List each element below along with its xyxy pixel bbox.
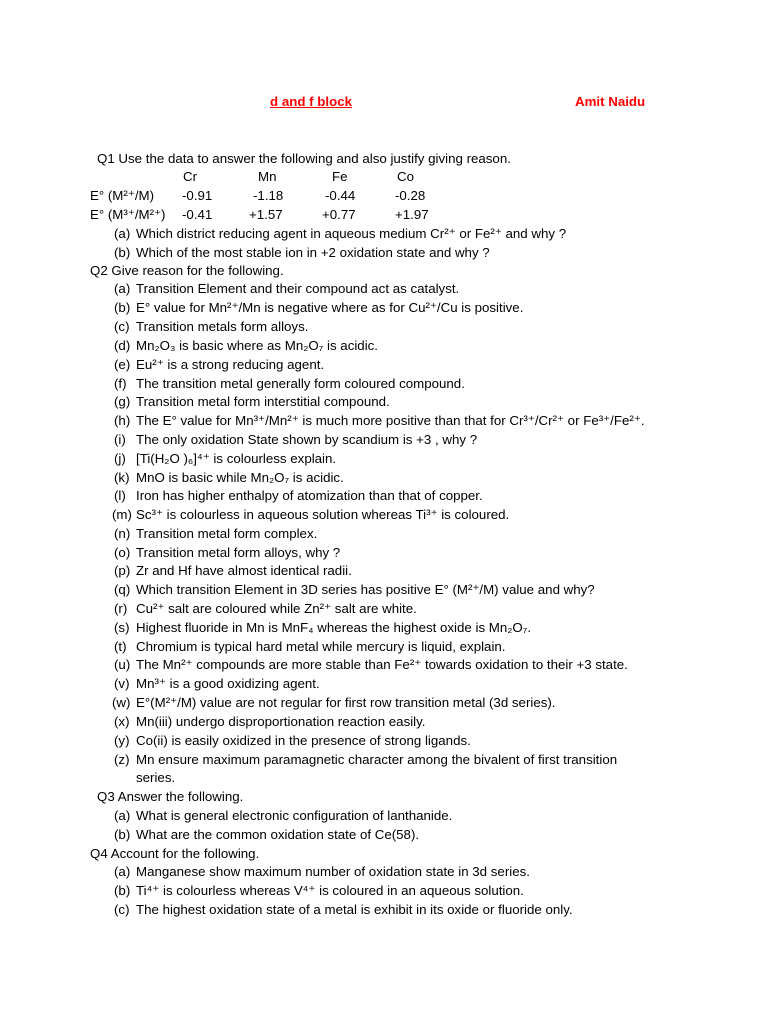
author-name: Amit Naidu <box>575 94 646 109</box>
q1-item-b-marker: (b) <box>114 245 131 260</box>
table-col-mn: Mn <box>258 169 277 184</box>
table-row1-co: -0.28 <box>395 188 426 203</box>
q2-item-x-text: Mn(iii) undergo disproportionation reaction easily. <box>136 714 426 729</box>
q4-item-a-text: Manganese show maximum number of oxidation state in 3d series. <box>136 864 530 879</box>
q2-item-t-marker: (t) <box>114 639 127 654</box>
table-row2-cr: -0.41 <box>182 207 213 222</box>
table-row1-label: E° (M²⁺/M) <box>90 188 155 203</box>
table-row2-mn: +1.57 <box>249 207 283 222</box>
q2-item-o-marker: (o) <box>114 545 131 560</box>
q2-item-z-text: Mn ensure maximum paramagnetic character among the bivalent of first transition <box>136 752 618 767</box>
q2-heading: Q2 Give reason for the following. <box>90 263 284 278</box>
q4-item-b-marker: (b) <box>114 883 131 898</box>
table-row2-co: +1.97 <box>395 207 429 222</box>
q4-item-c-marker: (c) <box>114 902 130 917</box>
q2-item-d-marker: (d) <box>114 338 131 353</box>
q2-item-t-text: Chromium is typical hard metal while mercury is liquid, explain. <box>136 639 506 654</box>
q4-item-a-marker: (a) <box>114 864 131 879</box>
q2-item-u-text: The Mn²⁺ compounds are more stable than Fe²⁺ towards oxidation to their +3 state. <box>136 657 628 672</box>
table-row1-fe: -0.44 <box>325 188 356 203</box>
q2-item-d-text: Mn₂O₃ is basic where as Mn₂O₇ is acidic. <box>136 338 378 353</box>
q1-item-b-text: Which of the most stable ion in +2 oxidation state and why ? <box>136 245 490 260</box>
document-title: d and f block <box>270 94 353 109</box>
table-row1-mn: -1.18 <box>253 188 284 203</box>
q2-item-o-text: Transition metal form alloys, why ? <box>136 545 341 560</box>
q2-item-l-text: Iron has higher enthalpy of atomization than that of copper. <box>136 488 483 503</box>
q2-item-m-text: Sc³⁺ is colourless in aqueous solution whereas Ti³⁺ is coloured. <box>136 507 510 522</box>
q2-item-v-text: Mn³⁺ is a good oxidizing agent. <box>136 676 320 691</box>
q1-item-a-marker: (a) <box>114 226 131 241</box>
q2-item-h-marker: (h) <box>114 413 131 428</box>
table-col-fe: Fe <box>332 169 348 184</box>
table-row1-cr: -0.91 <box>182 188 213 203</box>
q2-item-v-marker: (v) <box>114 676 130 691</box>
q2-item-r-marker: (r) <box>114 601 128 616</box>
q3-item-b-marker: (b) <box>114 827 131 842</box>
q2-item-y-text: Co(ii) is easily oxidized in the presence of strong ligands. <box>136 733 471 748</box>
q2-item-f-text: The transition metal generally form coloured compound. <box>136 376 465 391</box>
q1-item-a-text: Which district reducing agent in aqueous medium Cr²⁺ or Fe²⁺ and why ? <box>136 226 567 241</box>
q2-item-z-continuation: series. <box>136 770 176 785</box>
q3-item-a-text: What is general electronic configuration of lanthanide. <box>136 808 453 823</box>
q2-item-b-text: E° value for Mn²⁺/Mn is negative where as for Cu²⁺/Cu is positive. <box>136 300 524 315</box>
q2-item-e-marker: (e) <box>114 357 131 372</box>
table-row2-fe: +0.77 <box>322 207 356 222</box>
q2-item-g-text: Transition metal form interstitial compound. <box>136 394 390 409</box>
q2-item-s-marker: (s) <box>114 620 130 635</box>
q2-item-i-marker: (i) <box>114 432 126 447</box>
q2-item-q-marker: (q) <box>114 582 131 597</box>
q2-item-q-text: Which transition Element in 3D series has positive E° (M²⁺/M) value and why? <box>136 582 595 597</box>
q2-item-j-marker: (j) <box>114 451 126 466</box>
q2-item-c-text: Transition metals form alloys. <box>136 319 309 334</box>
q3-heading: Q3 Answer the following. <box>97 789 244 804</box>
q3-item-a-marker: (a) <box>114 808 131 823</box>
q2-item-k-marker: (k) <box>114 470 130 485</box>
q2-item-w-marker: (w) <box>112 695 131 710</box>
q2-item-u-marker: (u) <box>114 657 131 672</box>
q2-item-k-text: MnO is basic while Mn₂O₇ is acidic. <box>136 470 344 485</box>
q4-item-b-text: Ti⁴⁺ is colourless whereas V⁴⁺ is coloured in an aqueous solution. <box>136 883 524 898</box>
q1-heading: Q1 Use the data to answer the following and also justify giving reason. <box>97 151 511 166</box>
q2-item-l-marker: (l) <box>114 488 126 503</box>
q2-item-w-text: E°(M²⁺/M) value are not regular for first row transition metal (3d series). <box>136 695 556 710</box>
q2-item-j-text: [Ti(H₂O )₆]⁴⁺ is colourless explain. <box>136 451 337 466</box>
q2-item-i-text: The only oxidation State shown by scandium is +3 , why ? <box>136 432 478 447</box>
q4-heading: Q4 Account for the following. <box>90 846 260 861</box>
q2-item-n-marker: (n) <box>114 526 131 541</box>
q2-item-z-marker: (z) <box>114 752 130 767</box>
q2-item-p-marker: (p) <box>114 563 131 578</box>
q2-item-p-text: Zr and Hf have almost identical radii. <box>136 563 352 578</box>
q2-item-s-text: Highest fluoride in Mn is MnF₄ whereas the highest oxide is Mn₂O₇. <box>136 620 532 635</box>
q2-item-f-marker: (f) <box>114 376 127 391</box>
q2-item-b-marker: (b) <box>114 300 131 315</box>
q2-item-a-marker: (a) <box>114 281 131 296</box>
table-col-co: Co <box>397 169 414 184</box>
q2-item-c-marker: (c) <box>114 319 130 334</box>
q2-item-m-marker: (m) <box>112 507 132 522</box>
q2-item-r-text: Cu²⁺ salt are coloured while Zn²⁺ salt are white. <box>136 601 417 616</box>
q2-item-y-marker: (y) <box>114 733 130 748</box>
q2-item-g-marker: (g) <box>114 394 131 409</box>
table-col-cr: Cr <box>183 169 198 184</box>
q2-item-n-text: Transition metal form complex. <box>136 526 318 541</box>
q4-item-c-text: The highest oxidation state of a metal is exhibit in its oxide or fluoride only. <box>136 902 573 917</box>
q2-item-x-marker: (x) <box>114 714 130 729</box>
q2-item-h-text: The E° value for Mn³⁺/Mn²⁺ is much more positive than that for Cr³⁺/Cr²⁺ or Fe³⁺/Fe²⁺. <box>136 413 645 428</box>
q3-item-b-text: What are the common oxidation state of Ce(58). <box>136 827 420 842</box>
q2-item-a-text: Transition Element and their compound act as catalyst. <box>136 281 460 296</box>
table-row2-label: E° (M³⁺/M²⁺) <box>90 207 166 222</box>
q2-item-e-text: Eu²⁺ is a strong reducing agent. <box>136 357 325 372</box>
